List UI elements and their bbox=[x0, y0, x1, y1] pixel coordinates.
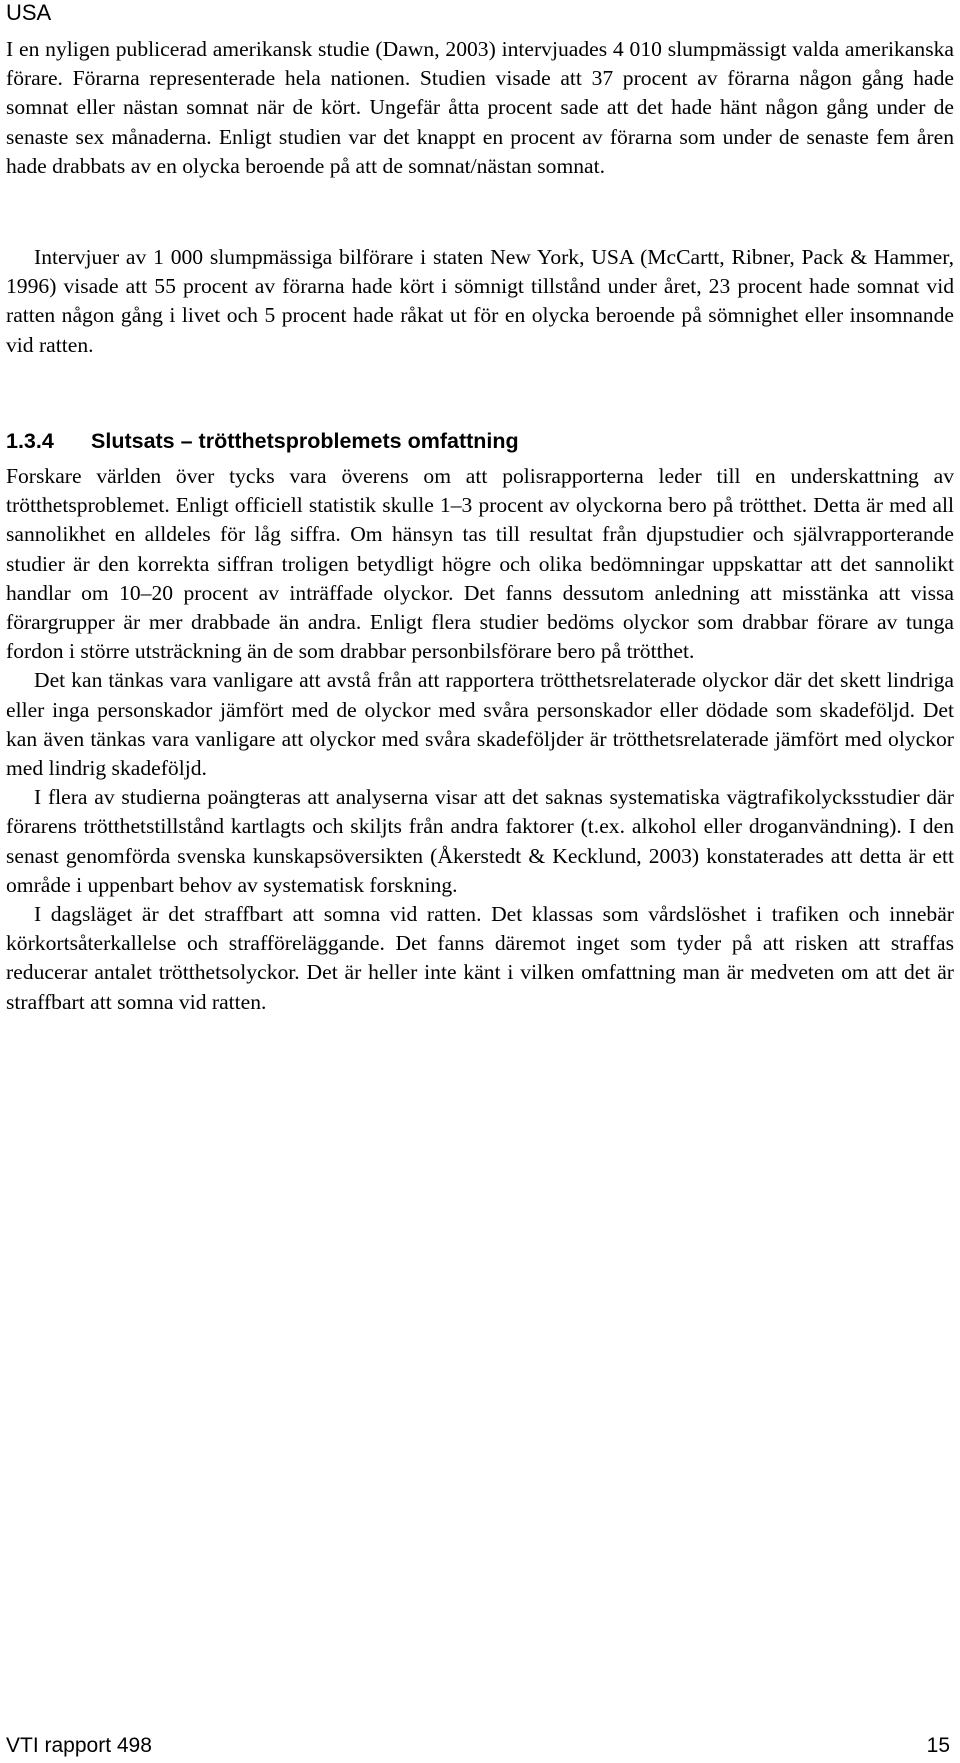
footer-report-name: VTI rapport 498 bbox=[6, 1734, 152, 1757]
usa-paragraph-2 bbox=[6, 243, 954, 360]
section-label: USA bbox=[6, 0, 52, 25]
heading-title: Slutsats – trötthetsproblemets omfattning bbox=[91, 429, 519, 453]
paragraph: Det kan tänkas vara vanligare att avstå från att rapportera trötthetsrelaterade olyckor där det skett lindriga eller inga personskador jämfört med de olyckor med svåra personskador eller dödade som skadeföljd. Det kan även tänkas vara vanligare att olyckor med svåra skadeföljder är trötthetsrelaterade jämfört med olyckor med lindrig skadeföljd. bbox=[6, 668, 954, 781]
heading-number: 1.3.4 bbox=[6, 429, 54, 453]
conclusion-body bbox=[6, 462, 954, 1017]
usa-paragraph-1 bbox=[6, 35, 954, 181]
paragraph: I flera av studierna poängteras att analyserna visar att det saknas systematiska vägtrafikolycksstudier där förarens trötthetstillstånd kartlagts och skiljts från andra faktorer (t.ex. alkohol eller droganvändning). I den senast genomförda svenska kunskapsöversikten (Åkerstedt & Kecklund, 2003) konstaterades att detta är ett område i uppenbart behov av systematisk forskning. bbox=[6, 785, 954, 897]
paragraph: Intervjuer av 1 000 slumpmässiga bilförare i staten New York, USA (McCartt, Ribner, Pack & Hammer, 1996) visade att 55 procent av förarna hade kört i sömnigt tillstånd under året, 23 procent hade somnat vid ratten någon gång i livet och 5 procent hade råkat ut för en olycka beroende på sömnighet eller insomnande vid ratten. bbox=[6, 245, 954, 357]
footer-page-number: 15 bbox=[926, 1734, 950, 1757]
section-heading bbox=[6, 428, 519, 454]
paragraph: Forskare världen över tycks vara överens om att polisrapporterna leder till en underskattning av trötthetsproblemet. Enligt officiell statistik skulle 1–3 procent av olyckorna bero på trötthet. Detta är med all sannolikhet en alldeles för låg siffra. Om hänsyn tas till resultat från djupstudier och självrapporterande studier är den korrekta siffran troligen betydligt högre och olika bedömningar uppskattar att det sannolikt handlar om 10–20 procent av inträffade olyckor. Det fanns dessutom anledning att misstänka att vissa förargrupper är mer drabbade än andra. Enligt flera studier bedöms olyckor som drabbar förare av tunga fordon i större utsträckning än de som drabbar personbilsförare bero på trötthet. bbox=[6, 464, 954, 664]
paragraph: I en nyligen publicerad amerikansk studie (Dawn, 2003) intervjuades 4 010 slumpmässigt valda amerikanska förare. Förarna representerade hela nationen. Studien visade att 37 procent av förarna någon gång hade somnat eller nästan somnat när de kört. Ungefär åtta procent sade att det hade hänt någon gång under de senaste sex månaderna. Enligt studien var det knappt en procent av förarna som under de senaste fem åren hade drabbats av en olycka beroende på att de somnat/nästan somnat. bbox=[6, 37, 954, 178]
paragraph: I dagsläget är det straffbart att somna vid ratten. Det klassas som vårdslöshet i trafiken och innebär körkortsåterkallelse och strafföreläggande. Det fanns däremot inget som tyder på att risken att straffas reducerar antalet trötthetsolyckor. Det är heller inte känt i vilken omfattning man är medveten om att det är straffbart att somna vid ratten. bbox=[6, 902, 954, 1014]
